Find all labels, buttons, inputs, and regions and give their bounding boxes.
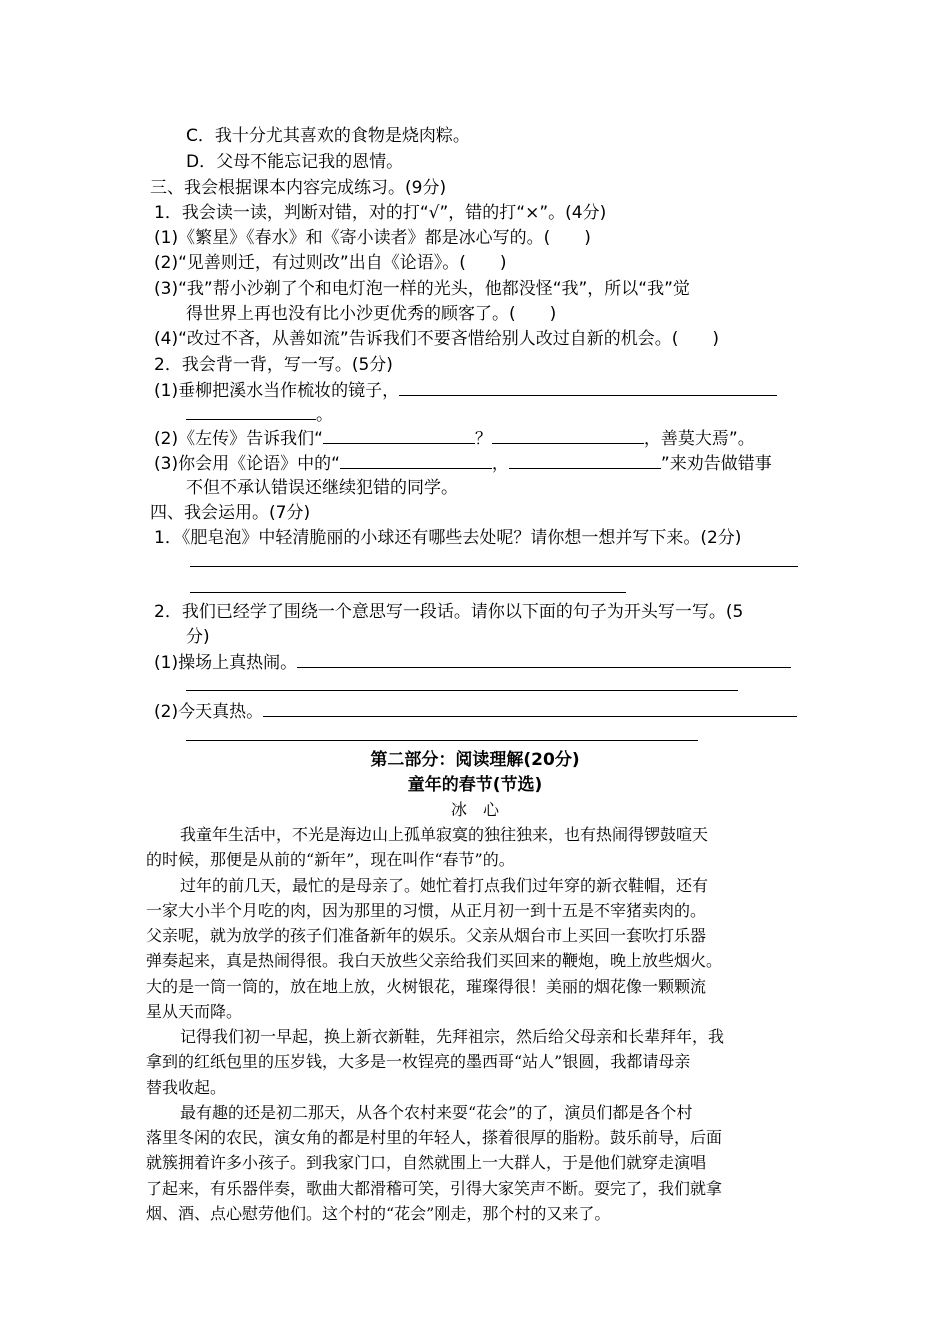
article-line: 我童年生活中，不光是海边山上孤单寂寞的独往独来，也有热闹得锣鼓喧天 bbox=[180, 825, 709, 844]
article-line: 最有趣的还是初二那天，从各个农村来耍“花会”的了，演员们都是各个村 bbox=[180, 1103, 693, 1122]
article-line: 大的是一筒一筒的，放在地上放，火树银花，璀璨得很！美丽的烟花像一颗颗流 bbox=[146, 977, 707, 996]
article-line: 的时候，那便是从前的“新年”，现在叫作“春节”的。 bbox=[146, 850, 515, 869]
article-line: 了起来，有乐器伴奏，歌曲大都滑稽可笑，引得大家笑声不断。耍完了，我们就拿 bbox=[146, 1179, 723, 1198]
option-c: C．我十分尤其喜欢的食物是烧肉粽。 bbox=[186, 126, 470, 146]
section4-q2: 2．我们已经学了围绕一个意思写一段话。请你以下面的句子为开头写一写。(5 bbox=[154, 602, 744, 622]
section3-q2-item2 bbox=[154, 426, 755, 451]
article-line: 拿到的红纸包里的压岁钱，大多是一枚锃亮的墨西哥“站人”银圆，我都请母亲 bbox=[146, 1052, 691, 1071]
article-line: 星从天而降。 bbox=[146, 1002, 243, 1021]
article-line: 弹奏起来，真是热闹得很。我白天放些父亲给我们买回来的鞭炮，晚上放些烟火。 bbox=[146, 951, 723, 970]
article-line: 就簇拥着许多小孩子。到我家门口，自然就围上一大群人，于是他们就穿走演唱 bbox=[146, 1153, 707, 1172]
section3-q2-title: 2．我会背一背，写一写。(5分) bbox=[154, 355, 393, 375]
section3-q1-item4: (4)“改过不吝，从善如流”告诉我们不要吝惜给别人改过自新的机会。( ) bbox=[154, 329, 719, 349]
section3-q2-item1 bbox=[154, 378, 777, 403]
answer-line[interactable] bbox=[186, 740, 698, 741]
section4-q2-cont: 分) bbox=[186, 627, 210, 647]
q2-item3-mid: ， bbox=[491, 454, 509, 474]
q2-item2-end: ，善莫大焉”。 bbox=[643, 429, 755, 449]
article-line: 替我收起。 bbox=[146, 1078, 227, 1097]
article-line: 落里冬闲的农民，演女角的都是村里的年轻人，搽着很厚的脂粉。鼓乐前导，后面 bbox=[146, 1128, 723, 1147]
article-line: 过年的前几天，最忙的是母亲了。她忙着打点我们过年穿的新衣鞋帽，还有 bbox=[180, 876, 709, 895]
q2-item1-prompt: (1)操场上真热闹。 bbox=[154, 653, 298, 673]
section4-q1: 1．《肥皂泡》中轻清脆丽的小球还有哪些去处呢？请你想一想并写下来。(2分) bbox=[154, 528, 742, 548]
q2-item1-end: 。 bbox=[316, 405, 333, 425]
answer-blank[interactable] bbox=[186, 402, 316, 420]
section4-q2-item1 bbox=[154, 650, 791, 675]
answer-blank[interactable] bbox=[509, 451, 661, 469]
section3-heading: 三、我会根据课本内容完成练习。(9分) bbox=[150, 178, 447, 198]
section4-q2-item2 bbox=[154, 699, 797, 724]
article-line: 一家大小半个月吃的肉，因为那里的习惯，从正月初一到十五是不宰猪卖肉的。 bbox=[146, 901, 707, 920]
section3-q2-item3-cont: 不但不承认错误还继续犯错的同学。 bbox=[186, 478, 458, 498]
q2-item3-end: ”来劝告做错事 bbox=[660, 454, 772, 474]
article-line: 烟、酒、点心慰劳他们。这个村的“花会”刚走，那个村的又来了。 bbox=[146, 1204, 611, 1223]
answer-blank[interactable] bbox=[297, 650, 791, 668]
article-author: 冰 心 bbox=[450, 800, 499, 819]
section3-q1-item2: (2)“见善则迁，有过则改”出自《论语》。( ) bbox=[154, 253, 507, 273]
answer-blank[interactable] bbox=[323, 426, 475, 444]
section3-q1-title: 1．我会读一读，判断对错，对的打“√”，错的打“×”。(4分) bbox=[154, 203, 607, 223]
article-title: 童年的春节(节选) bbox=[407, 775, 543, 795]
option-d: D．父母不能忘记我的恩情。 bbox=[186, 152, 404, 172]
answer-blank[interactable] bbox=[340, 451, 492, 469]
answer-line[interactable] bbox=[190, 592, 626, 593]
q2-item2-mid: ？ bbox=[474, 429, 492, 449]
article-line: 父亲呢，就为放学的孩子们准备新年的娱乐。父亲从烟台市上买回一套吹打乐器 bbox=[146, 926, 707, 945]
q2-item2-prompt: (2)今天真热。 bbox=[154, 702, 264, 722]
section3-q1-item3: (3)“我”帮小沙剃了个和电灯泡一样的光头，他都没怪“我”，所以“我”觉 bbox=[154, 279, 690, 299]
answer-line[interactable] bbox=[186, 690, 738, 691]
q2-item3-start: (3)你会用《论语》中的“ bbox=[154, 454, 340, 474]
part2-heading: 第二部分：阅读理解(20分) bbox=[370, 750, 580, 770]
section3-q2-item1-cont bbox=[186, 402, 333, 427]
q2-item2-start: (2)《左传》告诉我们“ bbox=[154, 429, 323, 449]
answer-line[interactable] bbox=[190, 566, 798, 567]
section3-q2-item3 bbox=[154, 451, 772, 476]
answer-blank[interactable] bbox=[263, 699, 797, 717]
article-line: 记得我们初一早起，换上新衣新鞋，先拜祖宗，然后给父母亲和长辈拜年，我 bbox=[180, 1027, 725, 1046]
answer-blank[interactable] bbox=[492, 426, 644, 444]
q2-item1-start: (1)垂柳把溪水当作梳妆的镜子， bbox=[154, 381, 400, 401]
section3-q1-item3-cont: 得世界上再也没有比小沙更优秀的顾客了。( ) bbox=[186, 304, 557, 324]
answer-blank[interactable] bbox=[399, 378, 777, 396]
section3-q1-item1: (1)《繁星》《春水》和《寄小读者》都是冰心写的。( ) bbox=[154, 228, 591, 248]
section4-heading: 四、我会运用。(7分) bbox=[150, 503, 311, 523]
